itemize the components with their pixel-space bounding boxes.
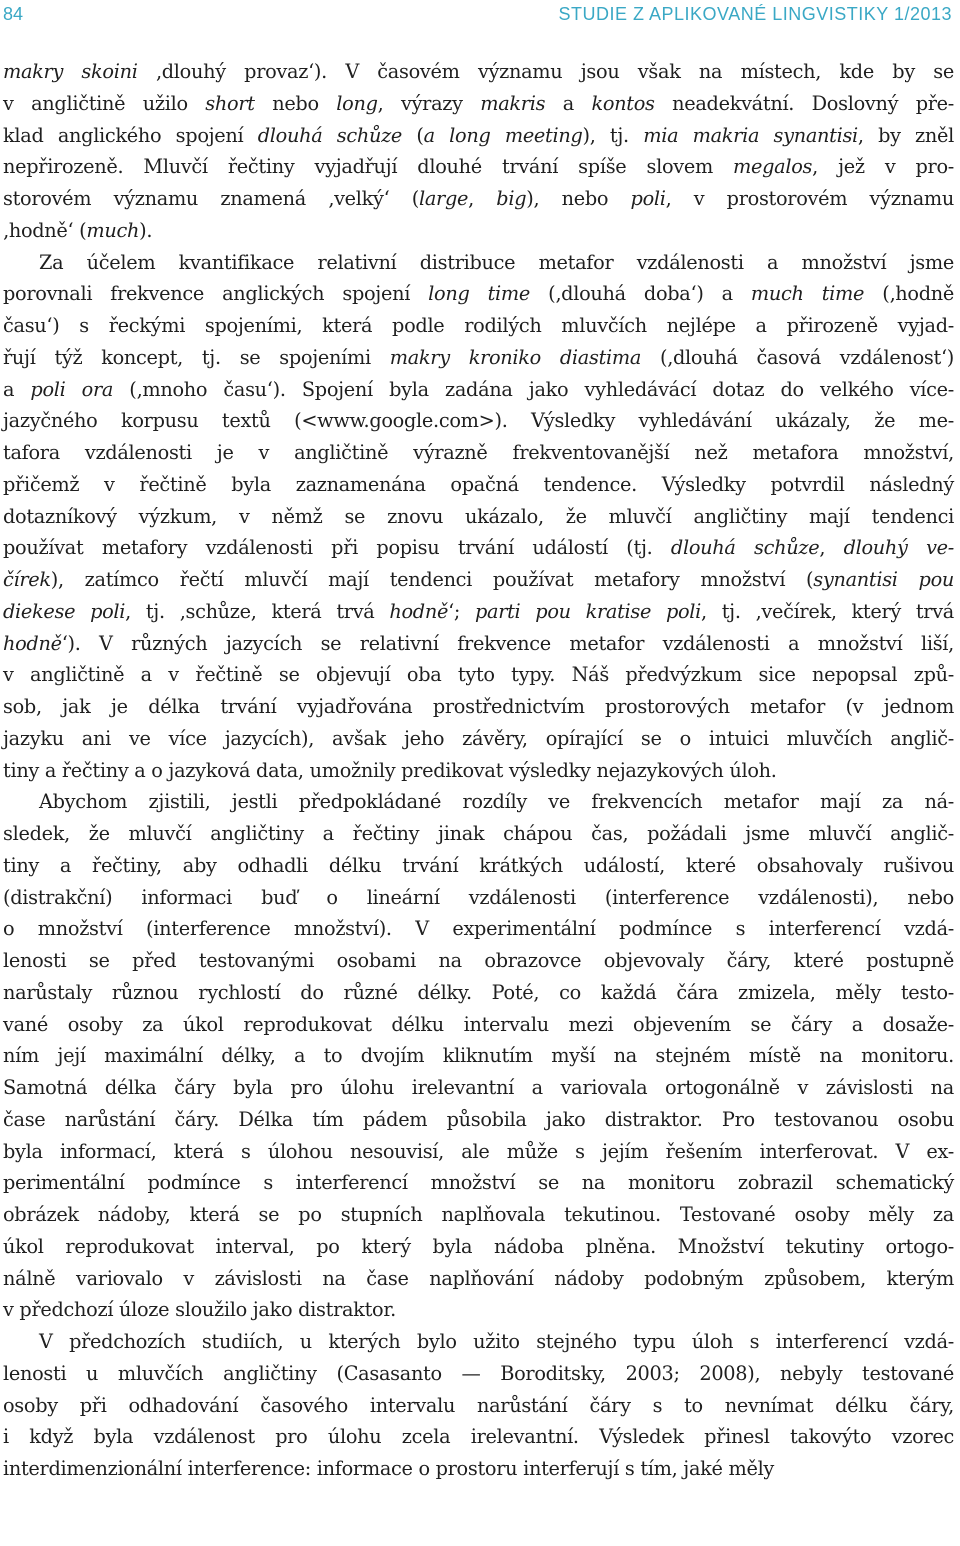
running-header: [0, 4, 960, 34]
text-run: interdimenzionální interference: informace o prostoru interferují s tím, jaké měly: [3, 1457, 775, 1480]
text-line: [3, 247, 954, 279]
text-run: řují týž koncept, tj. se spojeními: [3, 345, 390, 369]
italic-term: mia makria synantisi: [643, 123, 858, 147]
text-line: [3, 1136, 954, 1168]
text-line: [3, 977, 954, 1009]
text-run: ,: [468, 187, 497, 210]
text-line: [3, 786, 954, 818]
text-line: [3, 1040, 954, 1072]
text-run: nebo: [254, 91, 337, 115]
text-run: perimentální podmínce s interferencí množství se na monitoru zobrazil schematický: [3, 1171, 954, 1195]
text-line: [3, 1263, 954, 1295]
italic-term: poli ora: [30, 377, 114, 401]
text-line: [3, 1167, 954, 1199]
text-run: v angličtině a v řečtině se objevují oba tyto typy. Náš předvýzkum sice nepopsal způ-: [3, 663, 954, 687]
paragraph: [3, 247, 954, 787]
text-run: (‚dlouhá časová vzdálenost‘): [641, 345, 954, 369]
text-run: ním její maximální délky, a to dvojím kliknutím myší na stejném místě na monitoru.: [3, 1044, 954, 1068]
text-line: [3, 215, 954, 247]
text-line: [3, 691, 954, 723]
italic-term: kontos: [591, 91, 655, 115]
text-line: [3, 88, 954, 120]
text-line: [3, 1294, 954, 1326]
text-run: (‚dlouhá doba‘) a: [530, 282, 751, 306]
text-run: nepřirozeně. Mluvčí řečtiny vyjadřují dlouhé trvání spíše slovem: [3, 155, 734, 179]
text-line: [3, 628, 954, 660]
text-run: neadekvátní. Doslovný pře-: [654, 91, 954, 115]
text-line: [3, 532, 954, 564]
text-run: ‚hodně‘ (: [3, 218, 87, 242]
text-line: [3, 913, 954, 945]
italic-term: diekese poli: [3, 599, 126, 623]
text-line: [3, 1009, 954, 1041]
text-run: sledek, že mluvčí angličtiny a řečtiny jinak chápou čas, požádali jsme mluvčí anglič-: [3, 822, 954, 845]
text-line: [3, 659, 954, 691]
text-run: Za účelem kvantifikace relativní distribuce metafor vzdálenosti a množství jsme: [39, 250, 954, 274]
text-run: lenosti se před testovanými osobami na obrazovce objevovaly čáry, které postupně: [3, 949, 954, 972]
text-line: [3, 755, 954, 787]
text-run: jazyku ani ve více jazycích), avšak jeho závěry, opírající se o intuici mluvčích anglič-: [3, 726, 954, 750]
italic-term: hodně: [389, 599, 449, 623]
text-line: [3, 564, 954, 596]
italic-term: dlouhý ve-: [843, 536, 954, 560]
italic-term: dlouhá schůze: [257, 123, 403, 147]
italic-term: long: [336, 91, 378, 115]
paragraph: [3, 56, 954, 247]
text-line: [3, 596, 954, 628]
text-run: , by zněl: [857, 123, 955, 147]
italic-term: dlouhá schůze: [670, 536, 820, 560]
text-run: používat metafory vzdálenosti při popisu trvání událostí (tj.: [3, 536, 671, 560]
text-run: storovém významu znamená ‚velký‘ (: [3, 187, 419, 210]
text-run: tiny a řečtiny a o jazyková data, umožnily predikovat výsledky nejazykových úloh.: [3, 758, 777, 782]
text-run: , jež v pro-: [812, 155, 954, 179]
text-line: [3, 374, 954, 406]
text-run: Abychom zjistili, jestli předpokládané rozdíly ve frekvencích metafor mají za ná-: [39, 790, 954, 814]
text-run: sob, jak je délka trvání vyjadřována prostřednictvím prostorových metafor (v jednom: [3, 695, 954, 718]
italic-term: big: [496, 187, 527, 210]
text-run: ‘). V různých jazycích se relativní frekvence metafor vzdálenosti a množství liší,: [61, 631, 954, 655]
text-run: a: [545, 91, 592, 115]
text-run: osoby při odhadování časového intervalu narůstání čáry s to nevnímat délku čáry,: [3, 1393, 954, 1417]
text-run: jazyčného korpusu textů (<www.google.com>). Výsledky vyhledávání ukázaly, že me-: [3, 409, 954, 433]
text-run: ), tj.: [582, 123, 644, 147]
italic-term: large: [419, 187, 469, 210]
text-line: [3, 1199, 954, 1231]
text-line: [3, 1390, 954, 1422]
text-run: tiny a řečtiny, aby odhadli délku trvání krátkých událostí, které obsahovaly rušivou: [3, 853, 954, 877]
text-line: [3, 310, 954, 342]
text-run: porovnali frekvence anglických spojení: [3, 282, 429, 306]
text-line: [3, 723, 954, 755]
text-run: ), zatímco řečtí mluvčí mají tendenci používat metafory množství (: [50, 568, 814, 591]
italic-term: hodně: [3, 631, 62, 655]
text-run: obrázek nádoby, která se po stupních naplňovala tekutinou. Testované osoby měly za: [3, 1203, 954, 1226]
italic-term: makry kroniko diastima: [389, 345, 642, 369]
text-run: i když byla vzdálenost pro úlohu zcela irelevantní. Výsledek přinesl takovýto vzorec: [3, 1425, 954, 1449]
text-line: [3, 1421, 954, 1453]
italic-term: a long meeting: [423, 123, 583, 147]
italic-term: makris: [480, 91, 546, 115]
text-run: ), nebo: [526, 187, 631, 210]
text-run: ).: [139, 218, 153, 242]
paragraph: [3, 1326, 954, 1485]
text-line: [3, 1326, 954, 1358]
text-run: o množství (interference množství). V experimentální podmínce s interferencí vzdá-: [3, 917, 954, 941]
text-run: v předchozí úloze sloužilo jako distraktor.: [3, 1298, 396, 1322]
text-line: [3, 1231, 954, 1263]
text-run: Samotná délka čáry byla pro úlohu irelevantní a variovala ortogonálně v závislosti na: [3, 1076, 954, 1099]
text-line: [3, 120, 954, 152]
text-run: a: [3, 377, 31, 401]
text-run: ,: [819, 536, 844, 560]
text-line: [3, 405, 954, 437]
text-line: [3, 183, 954, 215]
text-line: [3, 1453, 954, 1485]
text-line: [3, 342, 954, 374]
text-run: klad anglického spojení: [3, 123, 258, 147]
text-run: vané osoby za úkol reprodukovat délku intervalu mezi objevením se čáry a dosaže-: [3, 1012, 954, 1036]
journal-title: STUDIE Z APLIKOVANÉ LINGVISTIKY 1/2013: [558, 4, 952, 24]
text-line: [3, 501, 954, 533]
text-run: V předchozích studiích, u kterých bylo užito stejného typu úloh s interferencí vzdá-: [39, 1330, 954, 1353]
text-run: dotazníkový výzkum, v němž se znovu ukázalo, že mluvčí angličtiny mají tendenci: [3, 504, 954, 528]
text-line: [3, 1358, 954, 1390]
italic-term: short: [205, 91, 255, 115]
text-run: (‚hodně: [864, 282, 954, 306]
text-run: ‚dlouhý provaz‘). V časovém významu jsou však na místech, kde by se: [137, 60, 955, 83]
text-run: byla informací, která s úlohou nesouvisí, ale může s jejím řešením interferovat. V ex-: [3, 1139, 954, 1163]
italic-term: čírek: [3, 568, 51, 591]
italic-term: makry skoini: [3, 60, 138, 83]
text-run: nálně variovalo v závislosti na čase naplňování nádoby podobným způsobem, kterým: [3, 1266, 954, 1290]
text-line: [3, 1072, 954, 1104]
text-run: lenosti u mluvčích angličtiny (Casasanto — Boroditsky, 2003; 2008), nebyly testované: [3, 1361, 954, 1385]
italic-term: long time: [428, 282, 531, 306]
text-run: v angličtině užilo: [3, 91, 206, 115]
italic-term: parti pou kratise poli: [474, 599, 702, 623]
text-run: (: [402, 123, 424, 147]
page-number: 84: [3, 4, 24, 24]
text-run: , výrazy: [377, 91, 481, 115]
text-line: [3, 945, 954, 977]
italic-term: synantisi pou: [813, 568, 954, 591]
text-run: ‘;: [448, 599, 475, 623]
text-line: [3, 151, 954, 183]
text-run: narůstaly různou rychlostí do různé délky. Poté, co každá čára zmizela, měly testo-: [3, 980, 954, 1004]
text-run: (distrakční) informaci buď o lineární vzdálenosti (interference vzdálenosti), nebo: [3, 885, 954, 909]
text-run: tafora vzdálenosti je v angličtině výrazně frekventovanější než metafora množství,: [3, 441, 954, 464]
italic-term: megalos: [733, 155, 813, 179]
text-run: úkol reprodukovat interval, po který byla nádoba plněna. Množství tekutiny ortogo-: [3, 1234, 954, 1258]
text-line: [3, 437, 954, 469]
text-run: čase narůstání čáry. Délka tím pádem působila jako distraktor. Pro testovanou osobu: [3, 1107, 954, 1131]
text-line: [3, 818, 954, 850]
text-line: [3, 850, 954, 882]
text-run: , v prostorovém významu: [665, 187, 954, 210]
italic-term: much: [86, 218, 140, 242]
text-line: [3, 1104, 954, 1136]
italic-term: poli: [630, 187, 666, 210]
text-line: [3, 882, 954, 914]
paragraph: [3, 786, 954, 1326]
text-run: , tj. ‚večírek, který trvá: [701, 599, 954, 623]
body-text: [3, 56, 954, 1485]
text-run: přičemž v řečtině byla zaznamenána opačná tendence. Výsledky potvrdil následný: [3, 472, 954, 496]
text-line: [3, 278, 954, 310]
text-line: [3, 469, 954, 501]
italic-term: much time: [750, 282, 865, 306]
text-run: , tj. ‚schůze, která trvá: [125, 599, 390, 623]
text-run: (‚mnoho času‘). Spojení byla zadána jako vyhledávácí dotaz do velkého více-: [113, 377, 954, 401]
text-line: [3, 56, 954, 88]
text-run: času‘) s řeckými spojeními, která podle rodilých mluvčích nejlépe a přirozeně vyjad-: [3, 314, 954, 337]
